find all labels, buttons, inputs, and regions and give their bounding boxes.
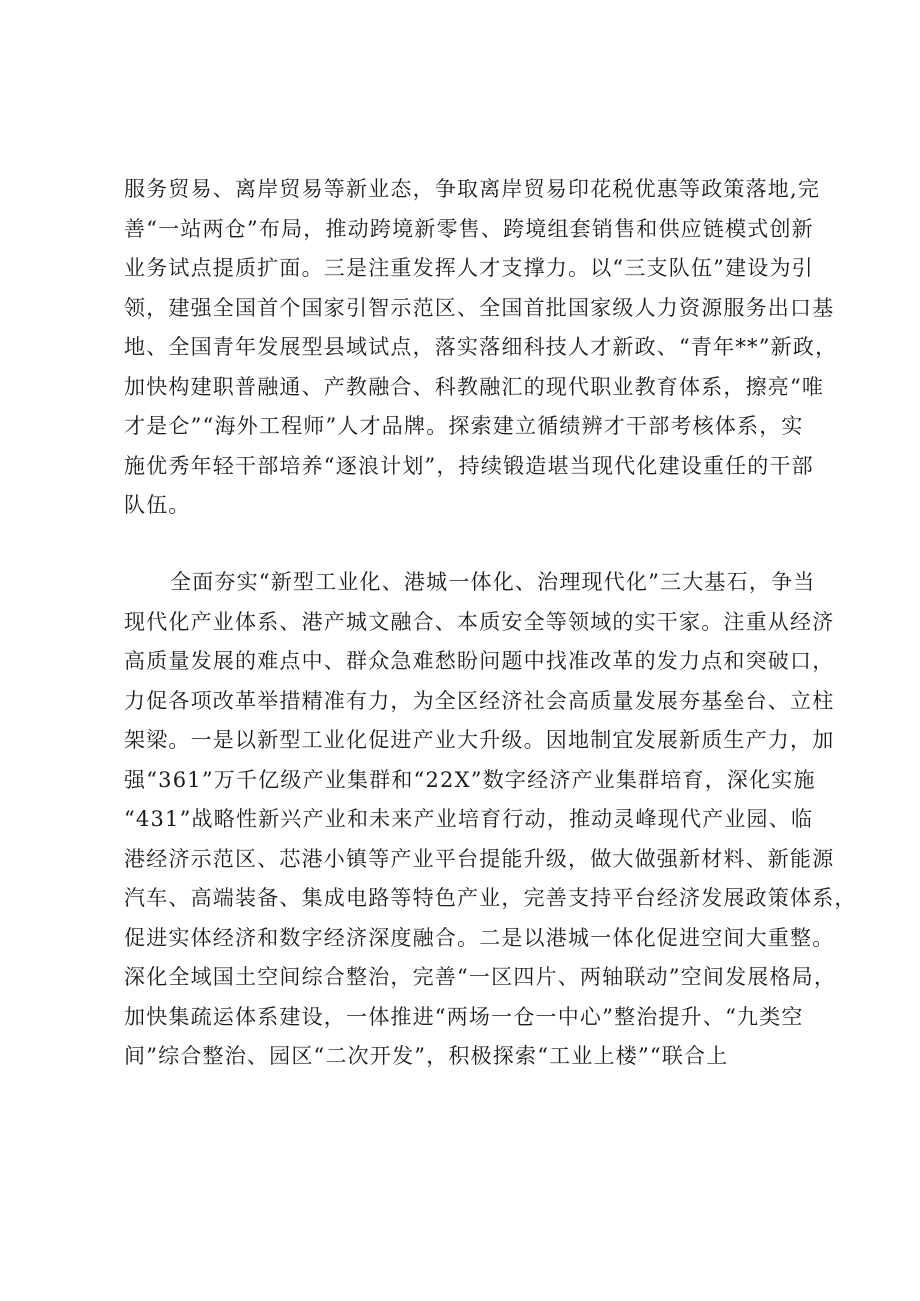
text-line: 才是仑”“海外工程师”人才品牌。探索建立循绩辨才干部考核体系，实 [124, 414, 804, 438]
text-line: 服务贸易、离岸贸易等新业态，争取离岸贸易印花税优惠等政策落地,完 [124, 177, 821, 201]
text-line: “431”战略性新兴产业和未来产业培育行动，推动灵峰现代产业园、临 [124, 807, 814, 831]
text-line: 强“361”万千亿级产业集群和“22X”数字经济产业集群培育，深化实施 [124, 767, 816, 792]
paragraph-1 [124, 170, 838, 526]
text-line: 高质量发展的难点中、群众急难愁盼问题中找准改革的发力点和突破口， [124, 649, 835, 673]
paragraph-2 [124, 563, 857, 1077]
text-line: 加快集疏运体系建设，一体推进“两场一仓一中心”整治提升、“九类空 [124, 1004, 804, 1029]
text-line: 领，建强全国首个国家引智示范区、全国首批国家级人力资源服务出口基 [124, 295, 835, 320]
text-line: 善“一站两仓”布局，推动跨境新零售、跨境组套销售和供应链模式创新 [124, 216, 814, 241]
text-line: 力促各项改革举措精准有力，为全区经济社会高质量发展夯基垒台、立柱 [124, 688, 835, 713]
text-line: 施优秀年轻干部培养“逐浪计划”，持续锻造堪当现代化建设重任的干部 [124, 453, 814, 478]
text-line: 港经济示范区、芯港小镇等产业平台提能升级，做大做强新材料、新能源 [124, 846, 835, 871]
text-line-first: 全面夯实“新型工业化、港城一体化、治理现代化”三大基石，争当 [170, 570, 816, 594]
text-line: 间”综合整治、园区“二次开发”，积极探索“工业上楼”“联合上 [124, 1044, 729, 1068]
text-line: 深化全域国土空间综合整治，完善“一区四片、两轴联动”空间发展格局， [124, 965, 837, 989]
text-line: 架梁。一是以新型工业化促进产业大升级。因地制宜发展新质生产力，加 [124, 728, 835, 752]
text-line: 业务试点提质扩面。三是注重发挥人才支撑力。以“三支队伍”建设为引 [124, 256, 814, 280]
text-line: 现代化产业体系、港产城文融合、本质安全等领域的实干家。注重从经济 [124, 609, 835, 634]
text-line: 加快构建职普融通、产教融合、科教融汇的现代职业教育体系，擦亮“唯 [124, 374, 825, 399]
text-line: 队伍。 [124, 493, 191, 517]
text-line: 促进实体经济和数字经济深度融合。二是以港城一体化促进空间大重整。 [124, 925, 835, 950]
text-line: 地、全国青年发展型县域试点，落实落细科技人才新政、“青年**”新政， [124, 335, 838, 359]
text-line: 汽车、高端装备、集成电路等特色产业，完善支持平台经济发展政策体系， [124, 886, 857, 910]
